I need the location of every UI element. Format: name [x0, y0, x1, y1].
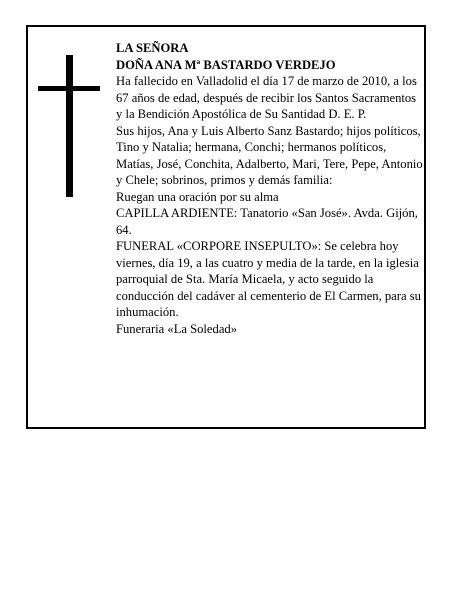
family-list: Sus hijos, Ana y Luis Alberto Sanz Bastardo; hijos políticos, Tino y Natalia; hermana, Conchi; hermanos políticos, Matías, José, Conchita, Adalberto, Mari, Tere, Pepe, Antonio y Chele; sobrinos, primos y demás familia: [116, 123, 423, 187]
notice-title: LA SEÑORA [116, 41, 189, 55]
cross-icon [38, 55, 100, 197]
death-announcement: Ha fallecido en Valladolid el día 17 de marzo de 2010, a los 67 años de edad, después de recibir los Santos Sacramentos y la Bendición Apostólica de Su Santidad D. E. P. [116, 74, 417, 121]
notice-text [116, 40, 424, 337]
deceased-name: DOÑA ANA Mª BASTARDO VERDEJO [116, 57, 336, 72]
funeral-info: FUNERAL «CORPORE INSEPULTO»: Se celebra hoy viernes, día 19, a las cuatro y media de la tarde, en la iglesia parroquial de Sta. María Micaela, y acto seguido la conducción del cadáver al cementerio de El Carmen, para su inhumación. [116, 239, 421, 319]
prayer-request: Ruegan una oración por su alma [116, 189, 279, 204]
obituary-notice [26, 25, 426, 429]
cross-horizontal-bar [38, 86, 100, 91]
funeral-home: Funeraria «La Soledad» [116, 321, 237, 336]
cross-vertical-bar [66, 55, 73, 197]
chapel-info: CAPILLA ARDIENTE: Tanatorio «San José». Avda. Gijón, 64. [116, 206, 418, 237]
